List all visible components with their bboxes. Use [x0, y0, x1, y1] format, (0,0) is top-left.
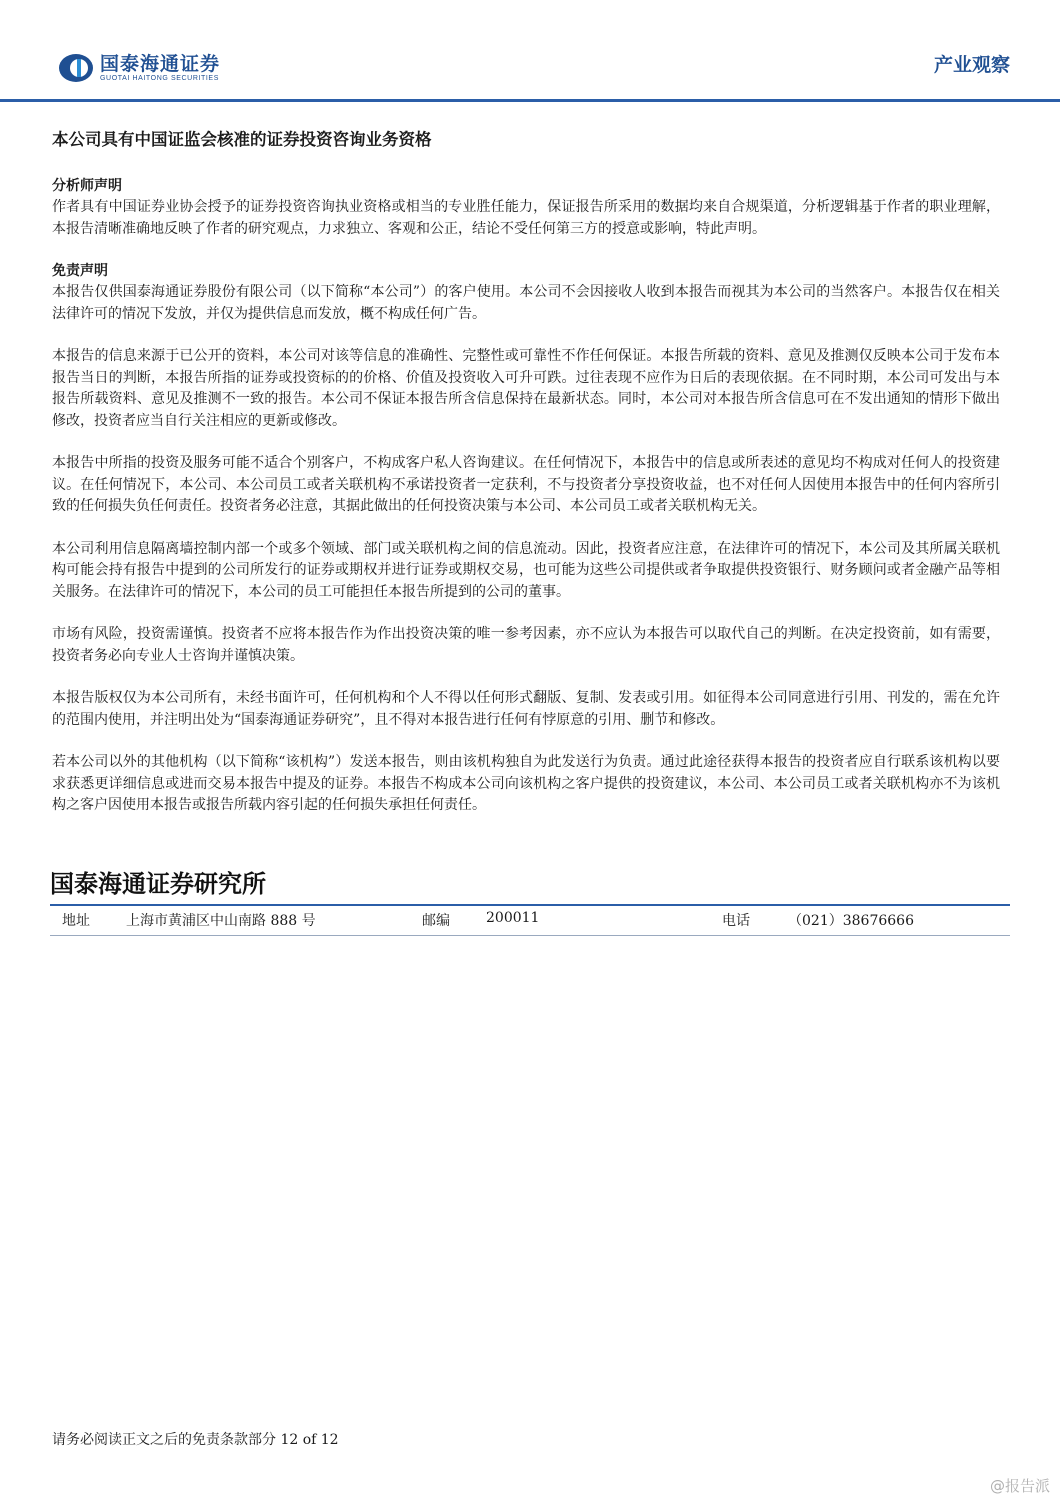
logo-mark-icon [58, 53, 94, 83]
address-label: 地址 [62, 913, 90, 929]
contact-row [50, 910, 1010, 932]
contact-divider [50, 935, 1010, 936]
company-logo [58, 52, 220, 84]
zip-value: 200011 [486, 910, 540, 926]
disclaimer-paragraph: 本报告中所指的投资及服务可能不适合个别客户，不构成客户私人咨询建议。在任何情况下，本报告中的信息或所表述的意见均不构成对任何人的投资建议。在任何情况下，本公司、本公司员工或者关联机构不承诺投资者一定获利，不与投资者分享投资收益，也不对任何人因使用本报告中的任何内容所引致的任何损失负任何责任。投资者务必注意，其据此做出的任何投资决策与本公司、本公司员工或者关联机构无关。 [52, 455, 1000, 514]
main-content [52, 128, 1000, 838]
header-divider [0, 99, 1060, 102]
qualification-title: 本公司具有中国证监会核准的证券投资咨询业务资格 [52, 130, 432, 149]
institute-divider [50, 904, 1010, 906]
disclaimer-paragraph: 本报告版权仅为本公司所有，未经书面许可，任何机构和个人不得以任何形式翻版、复制、发表或引用。如征得本公司同意进行引用、刊发的，需在允许的范围内使用，并注明出处为“国泰海通证券研究”，且不得对本报告进行任何有悖原意的引用、删节和修改。 [52, 690, 1000, 728]
disclaimer-paragraph: 市场有风险，投资需谨慎。投资者不应将本报告作为作出投资决策的唯一参考因素，亦不应认为本报告可以取代自己的判断。在决定投资前，如有需要，投资者务必向专业人士咨询并谨慎决策。 [52, 626, 1000, 664]
disclaimer-paragraph: 若本公司以外的其他机构（以下简称“该机构”）发送本报告，则由该机构独自为此发送行为负责。通过此途径获得本报告的投资者应自行联系该机构以要求获悉更详细信息或进而交易本报告中提及的证券。本报告不构成本公司向该机构之客户提供的投资建议，本公司、本公司员工或者关联机构亦不为该机构之客户因使用本报告或报告所载内容引起的任何损失承担任何责任。 [52, 754, 1000, 813]
disclaimer-paragraph: 本公司利用信息隔离墙控制内部一个或多个领域、部门或关联机构之间的信息流动。因此，投资者应注意，在法律许可的情况下，本公司及其所属关联机构可能会持有报告中提到的公司所发行的证券或期权并进行证券或期权交易，也可能为这些公司提供或者争取提供投资银行、财务顾问或者金融产品等相关服务。在法律许可的情况下，本公司的员工可能担任本报告所提到的公司的董事。 [52, 540, 1000, 600]
section-label: 产业观察 [933, 54, 1010, 76]
logo-name-cn: 国泰海通证券 [100, 52, 221, 75]
address-value: 上海市黄浦区中山南路 888 号 [126, 913, 316, 929]
disclaimer-paragraph: 本报告仅供国泰海通证券股份有限公司（以下简称“本公司”）的客户使用。本公司不会因接收人收到本报告而视其为本公司的当然客户。本报告仅在相关法律许可的情况下发放，并仅为提供信息而发放，概不构成任何广告。 [52, 284, 1000, 322]
phone-value: （021）38676666 [788, 913, 914, 929]
phone-label: 电话 [722, 913, 750, 929]
institute-name: 国泰海通证券研究所 [50, 870, 266, 898]
page-footer: 请务必阅读正文之后的免责条款部分 12 of 12 [52, 1432, 339, 1448]
watermark: @报告派 [989, 1477, 1050, 1495]
zip-label: 邮编 [422, 913, 450, 929]
logo-name-en: GUOTAI HAITONG SECURITIES [100, 74, 219, 82]
page-header [0, 0, 1060, 102]
disclaimer-paragraph: 本报告的信息来源于已公开的资料，本公司对该等信息的准确性、完整性或可靠性不作任何保证。本报告所载的资料、意见及推测仅反映本公司于发布本报告当日的判断，本报告所指的证券或投资标的的价格、价值及投资收入可升可跌。过往表现不应作为日后的表现依据。在不同时期，本公司可发出与本报告所载资料、意见及推测不一致的报告。本公司不保证本报告所含信息保持在最新状态。同时，本公司对本报告所含信息可在不发出通知的情形下做出修改，投资者应当自行关注相应的更新或修改。 [52, 348, 1000, 429]
disclaimer-title: 免责声明 [52, 263, 108, 279]
analyst-declaration-text: 作者具有中国证券业协会授予的证券投资咨询执业资格或相当的专业胜任能力，保证报告所采用的数据均来自合规渠道，分析逻辑基于作者的职业理解，本报告清晰准确地反映了作者的研究观点，力求独立、客观和公正，结论不受任何第三方的授意或影响，特此声明。 [52, 199, 1000, 237]
analyst-declaration-title: 分析师声明 [52, 178, 122, 194]
